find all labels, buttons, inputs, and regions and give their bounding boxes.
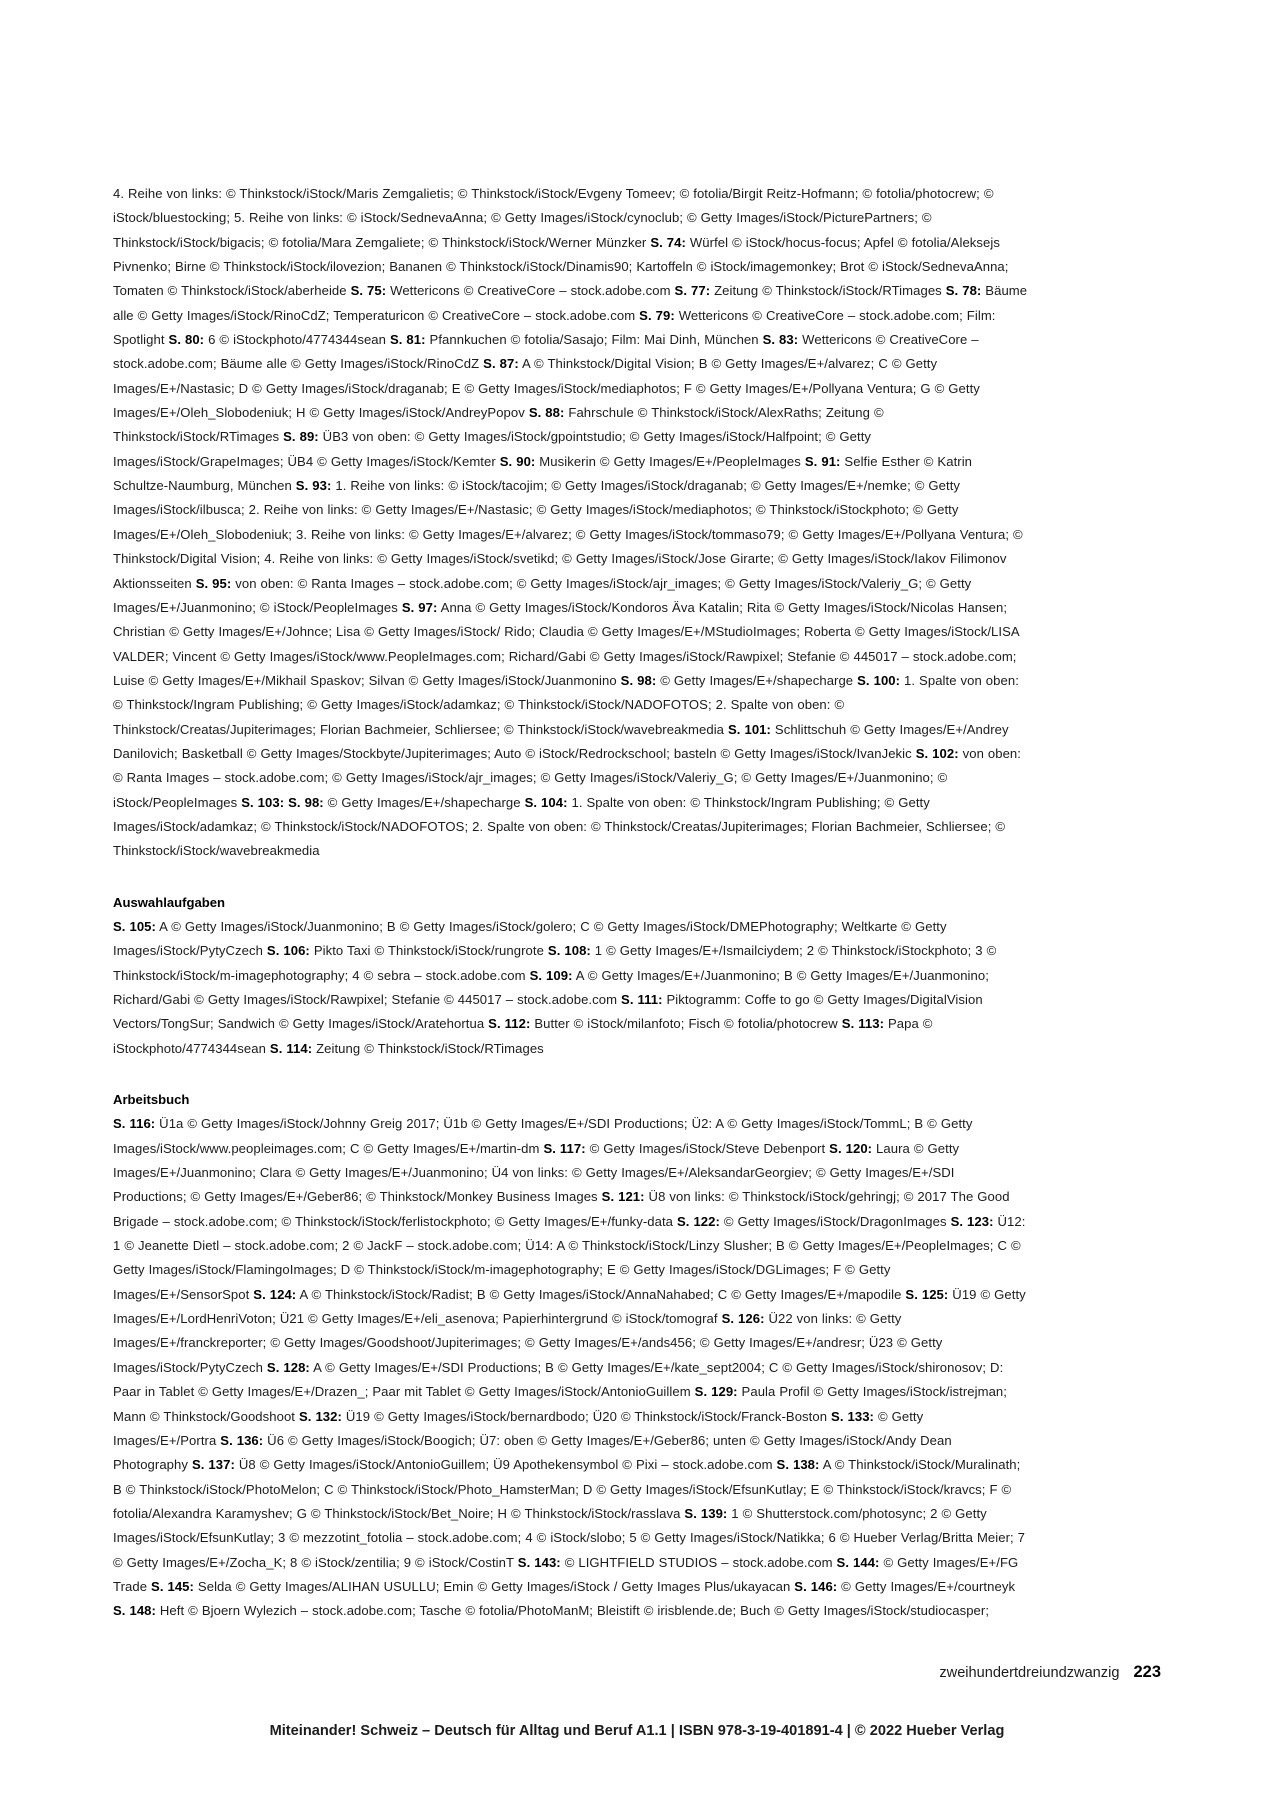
page-reference: S. 93:	[295, 478, 332, 494]
page-reference: S. 103:	[241, 794, 285, 810]
page-reference: S. 78:	[945, 283, 982, 299]
page-reference: S. 90:	[499, 453, 536, 469]
page-reference: S. 109:	[529, 967, 573, 983]
page-reference: S. 81:	[389, 332, 426, 348]
page-reference: S. 79:	[639, 307, 675, 323]
page-reference: S. 80:	[168, 332, 205, 348]
page-reference: S. 83:	[762, 332, 799, 348]
page-reference: S. 108:	[547, 943, 591, 959]
page-reference: S. 124:	[253, 1286, 297, 1302]
page-reference: S. 144:	[836, 1554, 880, 1570]
page-folio	[939, 1663, 1161, 1682]
page-reference: S. 122:	[676, 1213, 720, 1229]
auswahlaufgaben-section	[113, 891, 1029, 1061]
page-reference: S. 116:	[113, 1116, 156, 1132]
page-reference: S. 88:	[528, 405, 565, 421]
main-credits-paragraph: 4. Reihe von links: © Thinkstock/iStock/Maris Zemgalietis; © Thinkstock/iStock/Evgeny Tomeev; © fotolia/Birgit Reitz-Hofmann; © fotolia/photocrew; © iStock/bluestocking; 5. Reihe von links: © iStock/SednevaAnna; © Getty Images/iStock/cynoclub; © Getty Images/iStock/PicturePartners; © Thinkstock/iStock/bigacis; © fotolia/Mara Zemgaliete; © Thinkstock/iStock/Werner Münzker S. 74: Würfel © iStock/hocus-focus; Apfel © fotolia/Aleksejs Pivnenko; Birne © Thinkstock/iStock/ilovezion; Bananen © Thinkstock/iStock/Dinamis90; Kartoffeln © iStock/imagemonkey; Brot © iStock/SednevaAnna; Tomaten © Thinkstock/iStock/aberheide S. 75: Wettericons © CreativeCore – stock.adobe.com S. 77: Zeitung © Thinkstock/iStock/RTimages S. 78: Bäume alle © Getty Images/iStock/RinoCdZ; Temperaturicon © CreativeCore – stock.adobe.com S. 79: Wettericons © CreativeCore – stock.adobe.com; Film: Spotlight S. 80: 6 © iStockphoto/4774344sean S. 81: Pfannkuchen © fotolia/Sasajo; Film: Mai Dinh, München S. 83: Wettericons © CreativeCore – stock.adobe.com; Bäume alle © Getty Images/iStock/RinoCdZ S. 87: A © Thinkstock/Digital Vision; B © Getty Images/E+/alvarez; C © Getty Images/E+/Nastasic; D © Getty Images/iStock/draganab; E © Getty Images/iStock/mediaphotos; F © Getty Images/E+/Pollyana Ventura; G © Getty Images/E+/Oleh_Slobodeniuk; H © Getty Images/iStock/AndreyPopov S. 88: Fahrschule © Thinkstock/iStock/AlexRaths; Zeitung © Thinkstock/iStock/RTimages S. 89: ÜB3 von oben: © Getty Images/iStock/gpointstudio; © Getty Images/iStock/Halfpoint; © Getty Images/iStock/GrapeImages; ÜB4 © Getty Images/iStock/Kemter S. 90: Musikerin © Getty Images/E+/PeopleImages S. 91: Selfie Esther © Katrin Schultze-Naumburg, München S. 93: 1. Reihe von links: © iStock/tacojim; © Getty Images/iStock/draganab; © Getty Images/E+/nemke; © Getty Images/iStock/ilbusca; 2. Reihe von links: © Getty Images/E+/Nastasic; © Getty Images/iStock/mediaphotos; © Thinkstock/iStockphoto; © Getty Images/E+/Oleh_Slobodeniuk; 3. Reihe von links: © Getty Images/E+/alvarez; © Getty Images/iStock/tommaso79; © Getty Images/E+/Pollyana Ventura; © Thinkstock/Digital Vision; 4. Reihe von links: © Getty Images/iStock/svetikd; © Getty Images/iStock/Jose Girarte; © Getty Images/iStock/Iakov Filimonov Aktionsseiten S. 95: von oben: © Ranta Images – stock.adobe.com; © Getty Images/iStock/ajr_images; © Getty Images/iStock/Valeriy_G; © Getty Images/E+/Juanmonino; © iStock/PeopleImages S. 97: Anna © Getty Images/iStock/Kondoros Äva Katalin; Rita © Getty Images/iStock/Nicolas Hansen; Christian © Getty Images/E+/Johnce; Lisa © Getty Images/iStock/ Rido; Claudia © Getty Images/E+/MStudioImages; Roberta © Getty Images/iStock/LISA VALDER; Vincent © Getty Images/iStock/www.PeopleImages.com; Richard/Gabi © Getty Images/iStock/Rawpixel; Stefanie © 445017 – stock.adobe.com; Luise © Getty Images/E+/Mikhail Spaskov; Silvan © Getty Images/iStock/Juanmonino S. 98: © Getty Images/E+/shapecharge S. 100: 1. Spalte von oben: © Thinkstock/Ingram Publishing; © Getty Images/iStock/adamkaz; © Thinkstock/iStock/NADOFOTOS; 2. Spalte von oben: © Thinkstock/Creatas/Jupiterimages; Florian Bachmeier, Schliersee; © Thinkstock/iStock/wavebreakmedia S. 101: Schlittschuh © Getty Images/E+/Andrey Danilovich; Basketball © Getty Images/Stockbyte/Jupiterimages; Auto © iStock/Redrockschool; basteln © Getty Images/iStock/IvanJekic S. 102: von oben: © Ranta Images – stock.adobe.com; © Getty Images/iStock/ajr_images; © Getty Images/iStock/Valeriy_G; © Getty Images/E+/Juanmonino; © iStock/PeopleImages S. 103: S. 98: © Getty Images/E+/shapecharge S. 104: 1. Spalte von oben: © Thinkstock/Ingram Publishing; © Getty Images/iStock/adamkaz; © Thinkstock/iStock/NADOFOTOS; 2. Spalte von oben: © Thinkstock/Creatas/Jupiterimages; Florian Bachmeier, Schliersee; © Thinkstock/iStock/wavebreakmedia	[113, 186, 1028, 859]
page-reference: S. 77:	[674, 283, 711, 299]
page-reference: S. 101:	[728, 721, 771, 737]
arbeitsbuch-heading: Arbeitsbuch	[113, 1092, 190, 1108]
page-reference: S. 74:	[650, 234, 686, 250]
auswahlaufgaben-paragraph: S. 105: A © Getty Images/iStock/Juanmonino; B © Getty Images/iStock/golero; C © Getty Images/iStock/DMEPhotography; Weltkarte © Getty Images/iStock/PytyCzech S. 106: Pikto Taxi © Thinkstock/iStock/rungrote S. 108: 1 © Getty Images/E+/Ismailciydem; 2 © Thinkstock/iStockphoto; 3 © Thinkstock/iStock/m-imagephotography; 4 © sebra – stock.adobe.com S. 109: A © Getty Images/E+/Juanmonino; B © Getty Images/E+/Juanmonino; Richard/Gabi © Getty Images/iStock/Rawpixel; Stefanie © 445017 – stock.adobe.com S. 111: Piktogramm: Coffe to go © Getty Images/DigitalVision Vectors/TongSur; Sandwich © Getty Images/iStock/Aratehortua S. 112: Butter © iStock/milanfoto; Fisch © fotolia/photocrew S. 113: Papa © iStockphoto/4774344sean S. 114: Zeitung © Thinkstock/iStock/RTimages	[113, 918, 997, 1056]
page-reference: S. 105:	[113, 918, 156, 934]
page-reference: S. 136:	[220, 1432, 264, 1448]
page-reference: S. 133:	[831, 1408, 874, 1424]
page-reference: S. 137:	[191, 1457, 235, 1473]
page-reference: S. 128:	[266, 1359, 310, 1375]
page-reference: S. 129:	[694, 1384, 738, 1400]
page-reference: S. 97:	[401, 599, 438, 615]
imprint-line: Miteinander! Schweiz – Deutsch für Alltag und Beruf A1.1 | ISBN 978-3-19-401891-4 | © 2022 Hueber Verlag	[269, 1723, 1005, 1739]
arbeitsbuch-paragraph: S. 116: Ü1a © Getty Images/iStock/Johnny Greig 2017; Ü1b © Getty Images/E+/SDI Productions; Ü2: A © Getty Images/iStock/TommL; B © Getty Images/iStock/www.peopleimages.com; C © Getty Images/E+/martin-dm S. 117: © Getty Images/iStock/Steve Debenport S. 120: Laura © Getty Images/E+/Juanmonino; Clara © Getty Images/E+/Juanmonino; Ü4 von links: © Getty Images/E+/AleksandarGeorgiev; © Getty Images/E+/SDI Productions; © Getty Images/E+/Geber86; © Thinkstock/Monkey Business Images S. 121: Ü8 von links: © Thinkstock/iStock/gehringj; © 2017 The Good Brigade – stock.adobe.com; © Thinkstock/iStock/ferlistockphoto; © Getty Images/E+/funky-data S. 122: © Getty Images/iStock/DragonImages S. 123: Ü12: 1 © Jeanette Dietl – stock.adobe.com; 2 © JackF – stock.adobe.com; Ü14: A © Thinkstock/iStock/Linzy Slusher; B © Getty Images/E+/PeopleImages; C © Getty Images/iStock/FlamingoImages; D © Thinkstock/iStock/m-imagephotography; E © Getty Images/iStock/DGLimages; F © Getty Images/E+/SensorSpot S. 124: A © Thinkstock/iStock/Radist; B © Getty Images/iStock/AnnaNahabed; C © Getty Images/E+/mapodile S. 125: Ü19 © Getty Images/E+/LordHenriVoton; Ü21 © Getty Images/E+/eli_asenova; Papierhintergrund © iStock/tomograf S. 126: Ü22 von links: © Getty Images/E+/franckreporter; © Getty Images/Goodshoot/Jupiterimages; © Getty Images/E+/ands456; © Getty Images/E+/andresr; Ü23 © Getty Images/iStock/PytyCzech S. 128: A © Getty Images/E+/SDI Productions; B © Getty Images/E+/kate_sept2004; C © Getty Images/iStock/shironosov; D: Paar in Tablet © Getty Images/E+/Drazen_; Paar mit Tablet © Getty Images/iStock/AntonioGuillem S. 129: Paula Profil © Getty Images/iStock/istrejman; Mann © Thinkstock/Goodshoot S. 132: Ü19 © Getty Images/iStock/bernardbodo; Ü20 © Thinkstock/iStock/Franck-Boston S. 133: © Getty Images/E+/Portra S. 136: Ü6 © Getty Images/iStock/Boogich; Ü7: oben © Getty Images/E+/Geber86; unten © Getty Images/iStock/Andy Dean Photography S. 137: Ü8 © Getty Images/iStock/AntonioGuillem; Ü9 Apothekensymbol © Pixi – stock.adobe.com S. 138: A © Thinkstock/iStock/Muralinath; B © Thinkstock/iStock/PhotoMelon; C © Thinkstock/iStock/Photo_HamsterMan; D © Getty Images/iStock/EfsunKutlay; E © Thinkstock/iStock/kravcs; F © fotolia/Alexandra Karamyshev; G © Thinkstock/iStock/Bet_Noire; H © Thinkstock/iStock/rasslava S. 139: 1 © Shutterstock.com/photosync; 2 © Getty Images/iStock/EfsunKutlay; 3 © mezzotint_fotolia – stock.adobe.com; 4 © iStock/slobo; 5 © Getty Images/iStock/Natikka; 6 © Hueber Verlag/Britta Meier; 7 © Getty Images/E+/Zocha_K; 8 © iStock/zentilia; 9 © iStock/CostinT S. 143: © LIGHTFIELD STUDIOS – stock.adobe.com S. 144: © Getty Images/E+/FG Trade S. 145: Selda © Getty Images/ALIHAN USULLU; Emin © Getty Images/iStock / Getty Images Plus/ukayacan S. 146: © Getty Images/E+/courtneyk S. 148: Heft © Bjoern Wylezich – stock.adobe.com; Tasche © fotolia/PhotoManM; Bleistift © irisblende.de; Buch © Getty Images/iStock/studiocasper;	[113, 1116, 1026, 1619]
page-reference: S. 143:	[517, 1554, 561, 1570]
page-reference: S. 98:	[620, 672, 657, 688]
page-reference: S. 106:	[266, 943, 310, 959]
page-reference: S. 148:	[113, 1603, 156, 1619]
page-reference: S. 89:	[283, 429, 319, 445]
page-reference: S. 95:	[195, 575, 232, 591]
page-reference: S. 125:	[905, 1286, 949, 1302]
auswahlaufgaben-heading: Auswahlaufgaben	[113, 894, 226, 910]
page-reference: S. 100:	[857, 672, 901, 688]
page-reference: S. 87:	[483, 356, 519, 372]
arbeitsbuch-section	[113, 1088, 1029, 1624]
page-reference: S. 132:	[298, 1408, 342, 1424]
page-reference: S. 117:	[543, 1140, 586, 1156]
page-reference: S. 98:	[288, 794, 324, 810]
page-reference: S. 91:	[804, 453, 841, 469]
folio-word: zweihundertdreiundzwanzig	[939, 1665, 1120, 1681]
page-reference: S. 123:	[950, 1213, 994, 1229]
page-reference: S. 139:	[684, 1505, 728, 1521]
page-reference: S. 113:	[841, 1016, 884, 1032]
page-reference: S. 114:	[269, 1040, 313, 1056]
page-reference: S. 138:	[776, 1457, 820, 1473]
page-content	[113, 182, 1029, 1624]
page-reference: S. 111:	[621, 992, 663, 1007]
page-reference: S. 112:	[488, 1016, 531, 1032]
page-reference: S. 102:	[915, 745, 959, 761]
page-reference: S. 121:	[601, 1189, 645, 1205]
page-reference: S. 75:	[350, 283, 387, 299]
page-reference: S. 126:	[721, 1311, 765, 1327]
page-reference: S. 146:	[794, 1578, 838, 1594]
page-reference: S. 120:	[829, 1140, 873, 1156]
page-reference: S. 145:	[151, 1578, 194, 1594]
page-number: 223	[1133, 1663, 1161, 1681]
page-reference: S. 104:	[524, 794, 568, 810]
